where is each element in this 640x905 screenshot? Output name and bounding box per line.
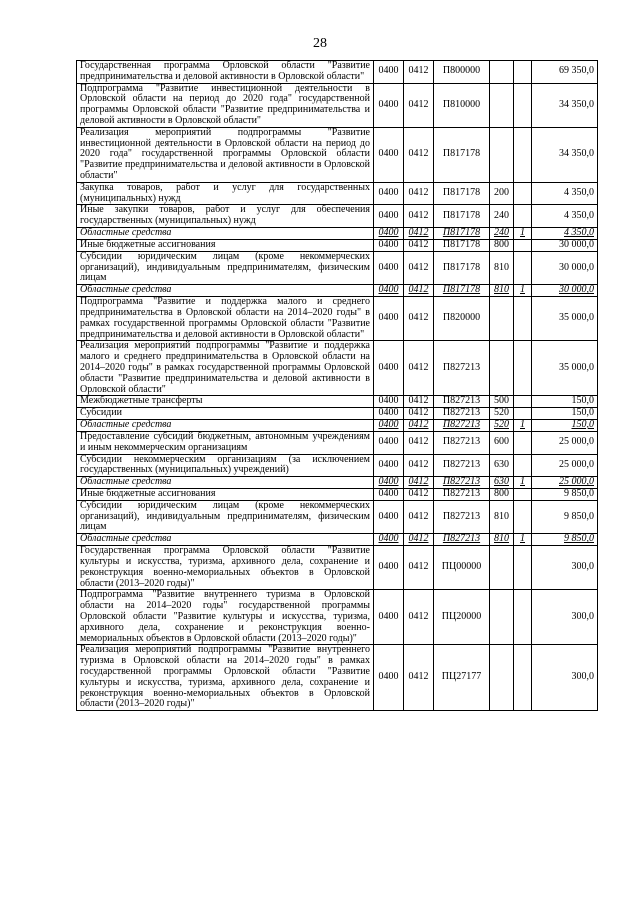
row-expense-type-code: 520 [490,419,514,431]
row-section-code: 0400 [374,61,404,84]
row-section-code: 0400 [374,431,404,454]
row-expense-type-code [490,297,514,341]
row-section-code: 0400 [374,546,404,590]
row-section-code: 0400 [374,239,404,251]
row-expense-type-code: 500 [490,396,514,408]
row-section-code: 0400 [374,205,404,228]
row-target-item-code: П800000 [434,61,490,84]
row-name: Субсидии [77,408,374,420]
row-amount: 25 000,0 [532,431,598,454]
table-row [77,61,598,84]
row-subsection-code: 0412 [404,341,434,396]
row-funding-source-code [514,396,532,408]
row-subsection-code: 0412 [404,396,434,408]
row-section-code: 0400 [374,227,404,239]
row-name: Государственная программа Орловской области "Развитие предпринимательства и деловой активности в Орловской области" [77,61,374,84]
row-section-code: 0400 [374,127,404,182]
table-row [77,534,598,546]
row-subsection-code: 0412 [404,500,434,533]
row-subsection-code: 0412 [404,227,434,239]
table-row [77,83,598,127]
row-amount: 300,0 [532,590,598,645]
row-name: Областные средства [77,534,374,546]
row-subsection-code: 0412 [404,477,434,489]
row-amount: 34 350,0 [532,127,598,182]
row-funding-source-code [514,83,532,127]
row-section-code: 0400 [374,297,404,341]
row-section-code: 0400 [374,408,404,420]
row-subsection-code: 0412 [404,489,434,501]
row-name: Областные средства [77,227,374,239]
row-amount: 4 350,0 [532,227,598,239]
row-expense-type-code [490,127,514,182]
row-subsection-code: 0412 [404,251,434,284]
row-amount: 9 850,0 [532,534,598,546]
budget-table-body [77,61,598,711]
row-expense-type-code: 810 [490,534,514,546]
row-section-code: 0400 [374,645,404,711]
row-name: Реализация мероприятий подпрограммы "Развитие инвестиционной деятельности в Орловской области на период до 2020 года" государственной программы Орловской области "Развитие предпринимательства и деловой активности в Орловской области" [77,127,374,182]
table-row [77,546,598,590]
row-section-code: 0400 [374,83,404,127]
row-funding-source-code [514,408,532,420]
row-amount: 150,0 [532,396,598,408]
row-expense-type-code: 630 [490,454,514,477]
table-row [77,477,598,489]
row-target-item-code: П817178 [434,239,490,251]
row-expense-type-code: 200 [490,182,514,205]
row-subsection-code: 0412 [404,239,434,251]
table-row [77,408,598,420]
row-subsection-code: 0412 [404,408,434,420]
row-target-item-code: П820000 [434,297,490,341]
row-subsection-code: 0412 [404,297,434,341]
table-row [77,419,598,431]
row-target-item-code: П817178 [434,182,490,205]
row-expense-type-code [490,341,514,396]
row-section-code: 0400 [374,341,404,396]
table-row [77,341,598,396]
row-target-item-code: ПЦ27177 [434,645,490,711]
row-name: Подпрограмма "Развитие инвестиционной деятельности в Орловской области на период до 2020 года" государственной программы Орловской области "Развитие предпринимательства и деловой активности в Орловской области" [77,83,374,127]
row-funding-source-code [514,431,532,454]
row-subsection-code: 0412 [404,546,434,590]
row-amount: 30 000,0 [532,251,598,284]
row-target-item-code: П827213 [434,431,490,454]
table-row [77,431,598,454]
row-funding-source-code [514,489,532,501]
row-target-item-code: П827213 [434,534,490,546]
row-name: Закупка товаров, работ и услуг для государственных (муниципальных) нужд [77,182,374,205]
row-target-item-code: П810000 [434,83,490,127]
row-expense-type-code: 800 [490,239,514,251]
row-amount: 9 850,0 [532,489,598,501]
row-target-item-code: ПЦ20000 [434,590,490,645]
row-section-code: 0400 [374,534,404,546]
row-expense-type-code [490,546,514,590]
row-subsection-code: 0412 [404,61,434,84]
table-row [77,127,598,182]
row-expense-type-code [490,590,514,645]
table-row [77,182,598,205]
row-section-code: 0400 [374,251,404,284]
row-name: Субсидии юридическим лицам (кроме некоммерческих организаций), индивидуальным предпринимателям, физическим лицам [77,251,374,284]
row-amount: 25 000,0 [532,454,598,477]
row-amount: 4 350,0 [532,205,598,228]
row-name: Предоставление субсидий бюджетным, автономным учреждениям и иным некоммерческим организациям [77,431,374,454]
row-amount: 30 000,0 [532,239,598,251]
row-expense-type-code: 240 [490,205,514,228]
row-name: Субсидии некоммерческим организациям (за исключением государственных (муниципальных) учреждений) [77,454,374,477]
row-subsection-code: 0412 [404,590,434,645]
row-name: Подпрограмма "Развитие и поддержка малого и среднего предпринимательства в Орловской области на 2014–2020 годы" в рамках государственной программы Орловской области "Развитие предпринимательства и деловой активности в Орловской области" [77,297,374,341]
row-name: Субсидии юридическим лицам (кроме некоммерческих организаций), индивидуальным предпринимателям, физическим лицам [77,500,374,533]
row-amount: 4 350,0 [532,182,598,205]
row-name: Областные средства [77,419,374,431]
row-subsection-code: 0412 [404,534,434,546]
row-amount: 35 000,0 [532,297,598,341]
row-name: Иные бюджетные ассигнования [77,239,374,251]
row-expense-type-code: 810 [490,251,514,284]
row-amount: 150,0 [532,408,598,420]
row-target-item-code: П827213 [434,408,490,420]
row-subsection-code: 0412 [404,431,434,454]
budget-table [76,60,598,711]
row-expense-type-code: 810 [490,500,514,533]
page-number: 28 [313,36,327,51]
table-row [77,285,598,297]
row-name: Областные средства [77,477,374,489]
row-funding-source-code [514,127,532,182]
row-name: Государственная программа Орловской области "Развитие культуры и искусства, туризма, архивного дела, сохранение и реконструкция военно-мемориальных объектов в Орловской области (2013–2020 годы)" [77,546,374,590]
row-funding-source-code [514,205,532,228]
row-expense-type-code: 810 [490,285,514,297]
row-section-code: 0400 [374,396,404,408]
table-row [77,227,598,239]
row-amount: 30 000,0 [532,285,598,297]
row-target-item-code: П827213 [434,500,490,533]
row-expense-type-code: 600 [490,431,514,454]
row-funding-source-code: 1 [514,419,532,431]
row-name: Межбюджетные трансферты [77,396,374,408]
row-funding-source-code [514,546,532,590]
row-name: Иные бюджетные ассигнования [77,489,374,501]
row-funding-source-code [514,182,532,205]
row-expense-type-code [490,61,514,84]
row-subsection-code: 0412 [404,419,434,431]
row-amount: 69 350,0 [532,61,598,84]
row-name: Подпрограмма "Развитие внутреннего туризма в Орловской области на 2014–2020 годы" государственной программы Орловской области "Развитие культуры и искусства, туризма, архивного дела, сохранение и реконструкция военно-мемориальных объектов в Орловской области (2013–2020 годы)" [77,590,374,645]
row-amount: 9 850,0 [532,500,598,533]
table-row [77,251,598,284]
row-target-item-code: П827213 [434,341,490,396]
row-funding-source-code: 1 [514,477,532,489]
row-expense-type-code: 240 [490,227,514,239]
row-target-item-code: П827213 [434,419,490,431]
table-row [77,590,598,645]
row-section-code: 0400 [374,477,404,489]
table-row [77,205,598,228]
row-target-item-code: П827213 [434,477,490,489]
row-funding-source-code: 1 [514,534,532,546]
table-row [77,239,598,251]
row-name: Иные закупки товаров, работ и услуг для обеспечения государственных (муниципальных) нужд [77,205,374,228]
row-subsection-code: 0412 [404,127,434,182]
table-row [77,297,598,341]
table-row [77,500,598,533]
row-target-item-code: П817178 [434,285,490,297]
table-row [77,489,598,501]
row-target-item-code: П827213 [434,454,490,477]
row-funding-source-code [514,297,532,341]
row-amount: 300,0 [532,645,598,711]
row-section-code: 0400 [374,489,404,501]
row-amount: 300,0 [532,546,598,590]
row-subsection-code: 0412 [404,285,434,297]
table-row [77,454,598,477]
row-subsection-code: 0412 [404,454,434,477]
row-subsection-code: 0412 [404,83,434,127]
row-target-item-code: П817178 [434,227,490,239]
row-funding-source-code [514,590,532,645]
row-target-item-code: П817178 [434,251,490,284]
table-row [77,645,598,711]
row-funding-source-code: 1 [514,227,532,239]
row-funding-source-code: 1 [514,285,532,297]
row-amount: 35 000,0 [532,341,598,396]
row-section-code: 0400 [374,500,404,533]
row-name: Реализация мероприятий подпрограммы "Развитие внутреннего туризма в Орловской области на 2014–2020 годы" в рамках государственной программы Орловской области "Развитие культуры и искусства, туризма, архивного дела, сохранение и реконструкция военно-мемориальных объектов в Орловской области (2013–2020 годы)" [77,645,374,711]
row-section-code: 0400 [374,285,404,297]
row-expense-type-code [490,83,514,127]
row-funding-source-code [514,251,532,284]
row-target-item-code: П817178 [434,205,490,228]
row-amount: 34 350,0 [532,83,598,127]
row-section-code: 0400 [374,590,404,645]
row-subsection-code: 0412 [404,645,434,711]
row-funding-source-code [514,500,532,533]
row-funding-source-code [514,341,532,396]
row-funding-source-code [514,645,532,711]
row-subsection-code: 0412 [404,182,434,205]
row-expense-type-code: 630 [490,477,514,489]
row-funding-source-code [514,454,532,477]
row-section-code: 0400 [374,182,404,205]
row-name: Реализация мероприятий подпрограммы "Развитие и поддержка малого и среднего предпринимательства в Орловской области на 2014–2020 годы" в рамках государственной программы Орловской области "Развитие предпринимательства и деловой активности в Орловской области" [77,341,374,396]
row-funding-source-code [514,61,532,84]
row-amount: 25 000,0 [532,477,598,489]
row-target-item-code: ПЦ00000 [434,546,490,590]
row-section-code: 0400 [374,454,404,477]
row-funding-source-code [514,239,532,251]
row-expense-type-code: 800 [490,489,514,501]
row-name: Областные средства [77,285,374,297]
row-expense-type-code [490,645,514,711]
row-target-item-code: П817178 [434,127,490,182]
row-section-code: 0400 [374,419,404,431]
row-target-item-code: П827213 [434,489,490,501]
table-row [77,396,598,408]
row-amount: 150,0 [532,419,598,431]
row-subsection-code: 0412 [404,205,434,228]
row-expense-type-code: 520 [490,408,514,420]
row-target-item-code: П827213 [434,396,490,408]
